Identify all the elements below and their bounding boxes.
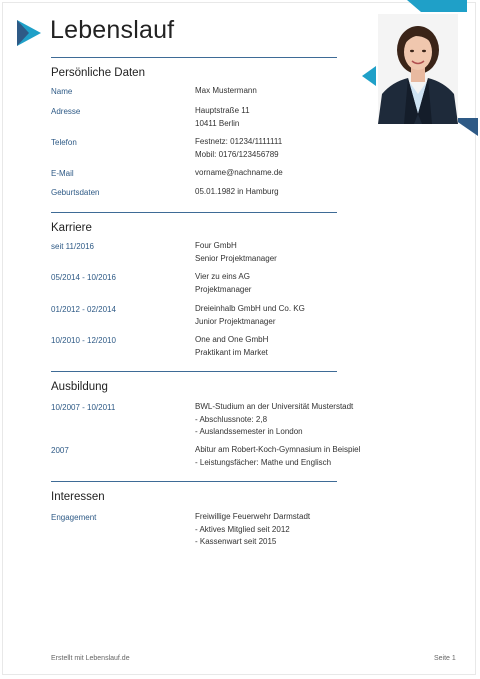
value-birth: 05.01.1982 in Hamburg <box>195 187 279 196</box>
page-title: Lebenslauf <box>50 16 175 44</box>
footer-credit: Erstellt mit Lebenslauf.de <box>51 655 130 662</box>
value-name: Max Mustermann <box>195 86 257 95</box>
section-heading-education: Ausbildung <box>51 381 108 393</box>
label-birth: Geburtsdaten <box>51 188 100 197</box>
value-career-4: One and One GmbH Praktikant im Market <box>195 335 269 357</box>
decorative-triangle <box>362 66 376 86</box>
label-interests-1: Engagement <box>51 513 97 522</box>
value-phone: Festnetz: 01234/1111111 Mobil: 0176/123456789 <box>195 137 283 159</box>
value-address: Hauptstraße 11 10411 Berlin <box>195 106 250 128</box>
label-address: Adresse <box>51 107 81 116</box>
section-heading-personal: Persönliche Daten <box>51 67 145 79</box>
label-email: E-Mail <box>51 169 74 178</box>
section-heading-interests: Interessen <box>51 491 105 503</box>
section-divider <box>51 481 337 482</box>
value-interests-1: Freiwillige Feuerwehr Darmstadt - Aktives Mitglied seit 2012 - Kassenwart seit 2015 <box>195 512 311 546</box>
footer-page-number: Seite 1 <box>434 655 456 662</box>
label-career-4: 10/2010 - 12/2010 <box>51 336 116 345</box>
section-heading-career: Karriere <box>51 222 92 234</box>
value-career-3: Dreieinhalb GmbH und Co. KG Junior Projektmanager <box>195 304 305 326</box>
label-career-2: 05/2014 - 10/2016 <box>51 273 116 282</box>
value-career-2: Vier zu eins AG Projektmanager <box>195 272 252 294</box>
value-education-2: Abitur am Robert-Koch-Gymnasium in Beispiel - Leistungsfächer: Mathe und Englisch <box>195 445 361 467</box>
value-education-1: BWL-Studium an der Universität Musterstadt - Abschlussnote: 2,8 - Auslandssemester in London <box>195 402 354 436</box>
value-career-1: Four GmbH Senior Projektmanager <box>195 241 277 263</box>
logo-arrow-icon <box>17 20 41 46</box>
label-education-2: 2007 <box>51 446 69 455</box>
value-email: vorname@nachname.de <box>195 168 283 177</box>
section-divider <box>51 57 337 58</box>
section-divider <box>51 371 337 372</box>
label-name: Name <box>51 87 73 96</box>
label-education-1: 10/2007 - 10/2011 <box>51 403 116 412</box>
section-divider <box>51 212 337 213</box>
profile-photo <box>378 14 458 124</box>
label-phone: Telefon <box>51 138 77 147</box>
label-career-3: 01/2012 - 02/2014 <box>51 305 116 314</box>
label-career-1: seit 11/2016 <box>51 242 94 251</box>
